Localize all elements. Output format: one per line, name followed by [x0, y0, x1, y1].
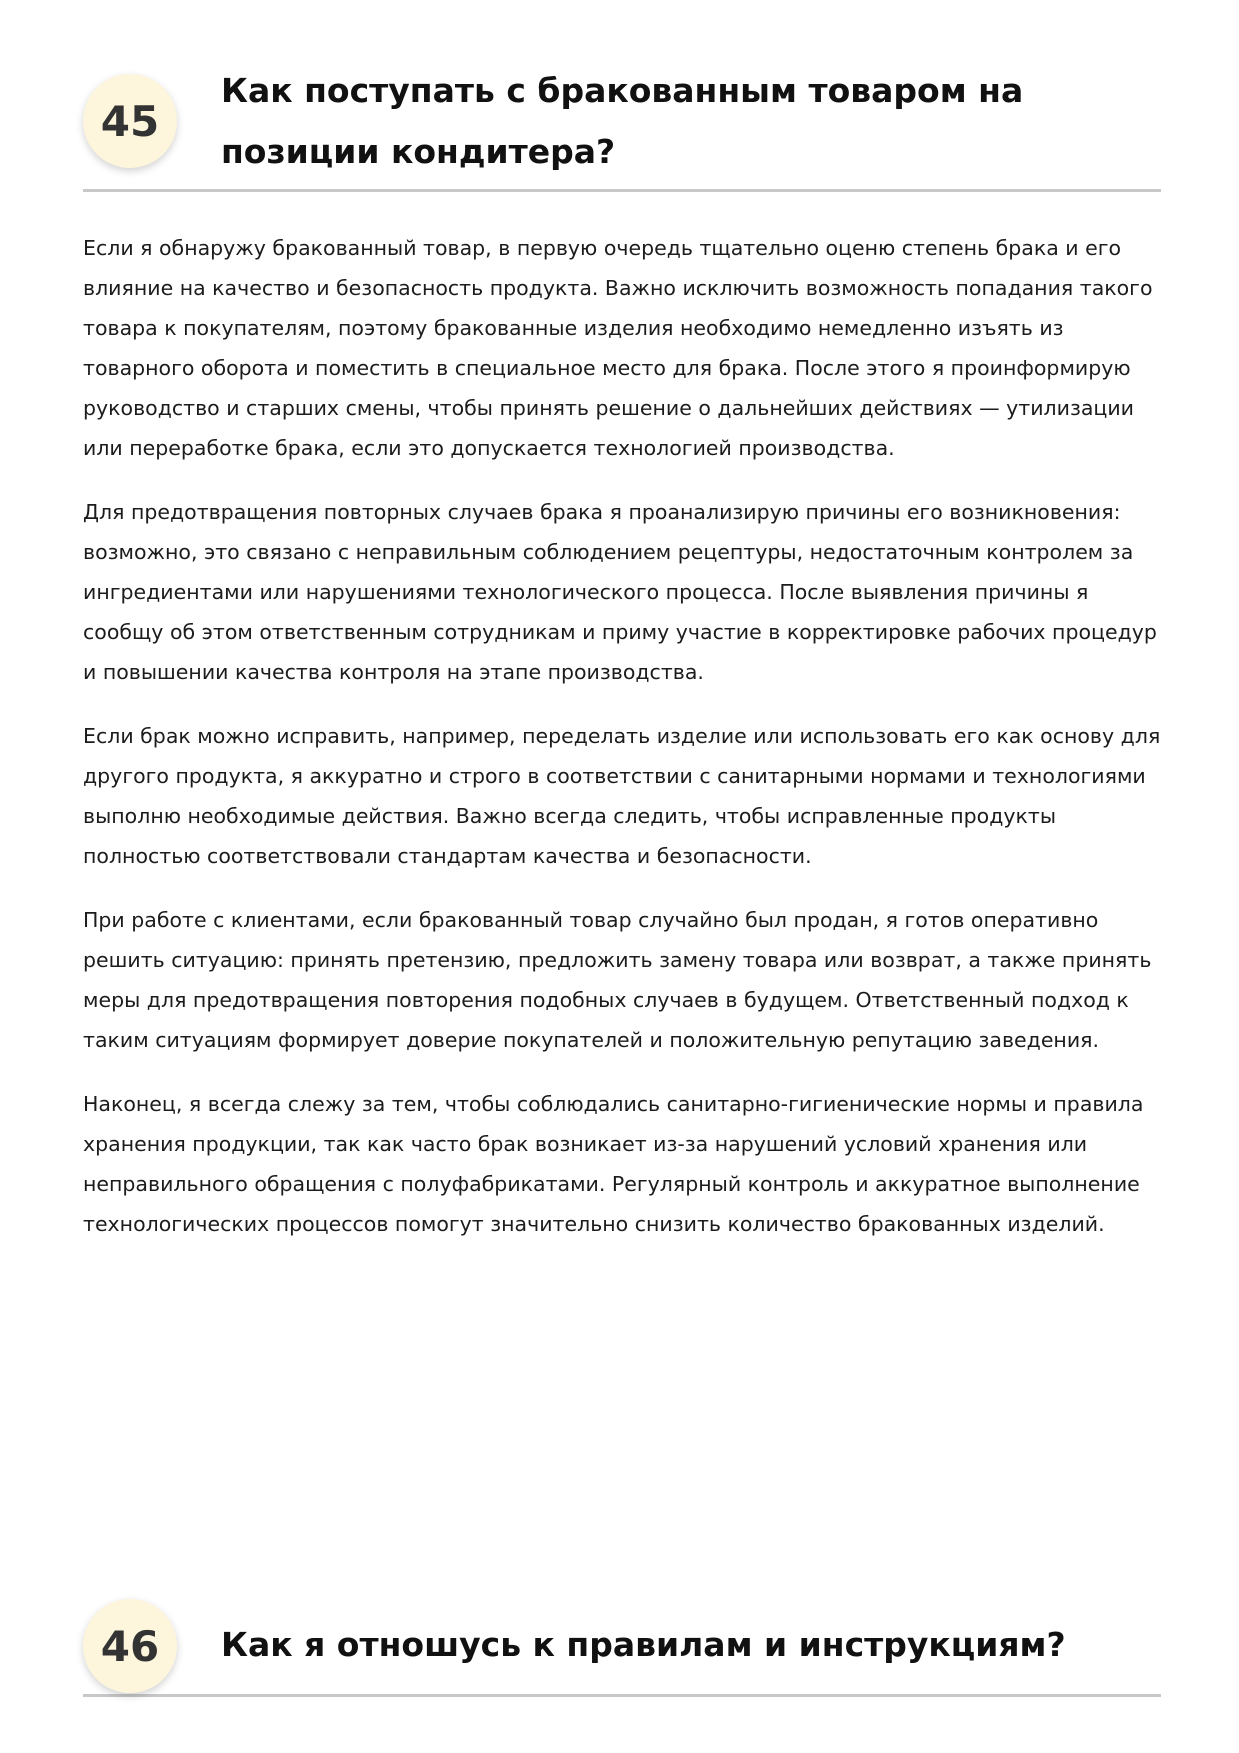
answer-paragraph: Если я обнаружу бракованный товар, в первую очередь тщательно оценю степень брака и его влияние на качество и безопасность продукта. Важно исключить возможность попадания такого товара к покупателям, поэтому бракованные изделия необходимо немедленно изъять из товарного оборота и поместить в специальное место для брака. После этого я проинформирую руководство и старших смены, чтобы принять решение о дальнейших действиях — утилизации или переработке брака, если это допускается технологией производства.	[83, 236, 1153, 460]
question-title: Как я отношусь к правилам и инструкциям?	[221, 1625, 1066, 1664]
question-number-badge: 45	[83, 74, 177, 168]
answer-paragraph: При работе с клиентами, если бракованный товар случайно был продан, я готов оперативно решить ситуацию: принять претензию, предложить замену товара или возврат, а также принять меры для предотвращения повторения подобных случаев в будущем. Ответственный подход к таким ситуациям формирует доверие покупателей и положительную репутацию заведения.	[83, 908, 1152, 1052]
question-title: Как поступать с бракованным товаром на позиции кондитера?	[221, 71, 1024, 171]
question-header-46	[83, 1594, 1161, 1697]
question-number-badge: 46	[83, 1599, 177, 1693]
answer-paragraph: Для предотвращения повторных случаев брака я проанализирую причины его возникновения: возможно, это связано с неправильным соблюдением рецептуры, недостаточным контролем за ингредиентами или нарушениями технологического процесса. После выявления причины я сообщу об этом ответственным сотрудникам и приму участие в корректировке рабочих процедур и повышении качества контроля на этапе производства.	[83, 500, 1157, 684]
answer-body	[83, 228, 1163, 1268]
answer-paragraph: Если брак можно исправить, например, переделать изделие или использовать его как основу для другого продукта, я аккуратно и строго в соответствии с санитарными нормами и технологиями выполню необходимые действия. Важно всегда следить, чтобы исправленные продукты полностью соответствовали стандартам качества и безопасности.	[83, 724, 1161, 868]
answer-paragraph: Наконец, я всегда слежу за тем, чтобы соблюдались санитарно-гигиенические нормы и правила хранения продукции, так как часто брак возникает из-за нарушений условий хранения или неправильного обращения с полуфабрикатами. Регулярный контроль и аккуратное выполнение технологических процессов помогут значительно снизить количество бракованных изделий.	[83, 1092, 1144, 1236]
question-header-45	[83, 57, 1161, 192]
